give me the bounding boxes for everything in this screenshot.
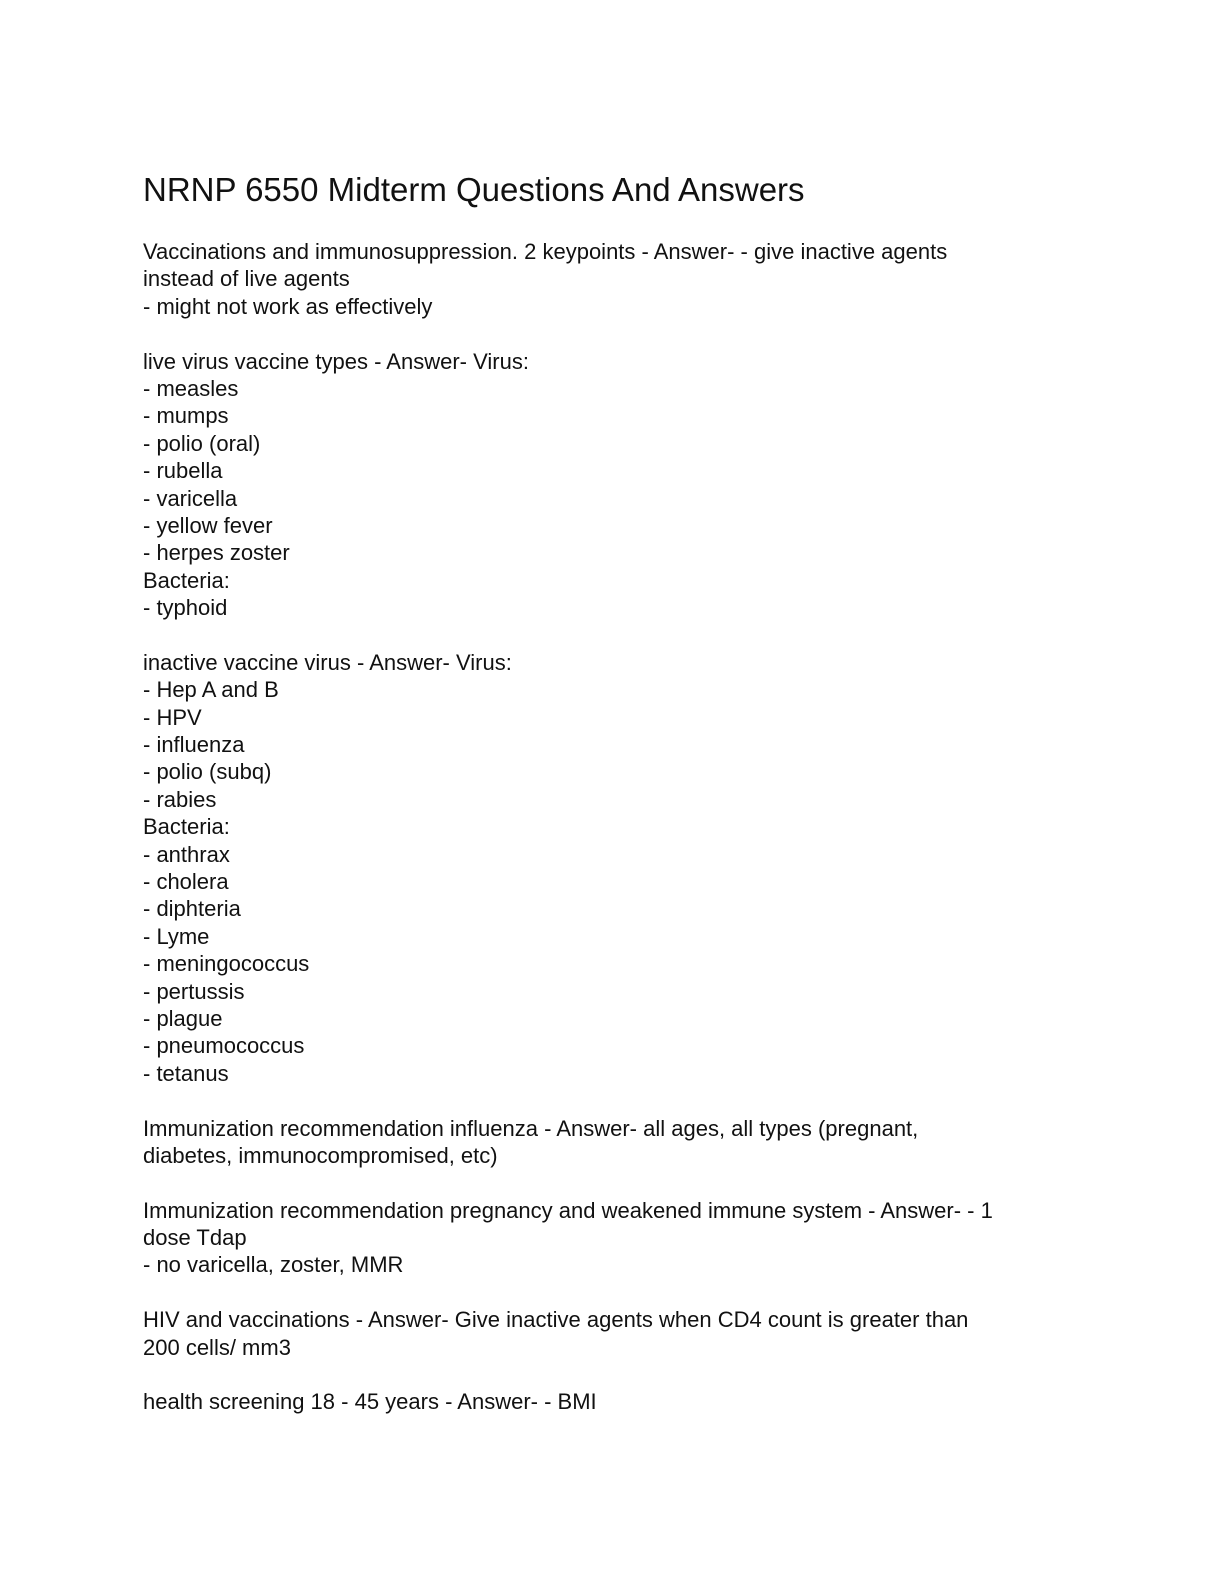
answer-line: - rubella (143, 458, 223, 484)
block-spacer (143, 1087, 1073, 1114)
qa-block (143, 1306, 1073, 1361)
qa-block (143, 1197, 1073, 1279)
answer-line: - anthrax (143, 841, 230, 867)
answer-line: - Hep A and B (143, 677, 279, 703)
question-line: live virus vaccine types - Answer- Virus: (143, 348, 529, 374)
answer-line: - diphteria (143, 896, 241, 922)
question-line: inactive vaccine virus - Answer- Virus: (143, 649, 512, 675)
question-line: HIV and vaccinations - Answer- Give inactive agents when CD4 count is greater than (143, 1307, 969, 1333)
answer-line: - influenza (143, 732, 245, 758)
answer-line: dose Tdap (143, 1225, 247, 1251)
block-spacer (143, 320, 1073, 347)
answer-line: - polio (subq) (143, 759, 272, 785)
answer-line: Bacteria: (143, 567, 230, 593)
answer-line: - pertussis (143, 978, 245, 1004)
answer-line: 200 cells/ mm3 (143, 1334, 291, 1360)
question-line: health screening 18 - 45 years - Answer- - BMI (143, 1389, 597, 1415)
answer-line: instead of live agents (143, 266, 350, 292)
block-spacer (143, 1361, 1073, 1388)
answer-line: - herpes zoster (143, 540, 290, 566)
answer-line: - mumps (143, 403, 229, 429)
answer-line: - measles (143, 375, 239, 401)
answer-line: - polio (oral) (143, 430, 261, 456)
qa-block (143, 1388, 1073, 1415)
answer-line: - rabies (143, 786, 217, 812)
document-body (143, 238, 1073, 1416)
answer-line: - no varicella, zoster, MMR (143, 1252, 404, 1278)
qa-block (143, 1115, 1073, 1170)
question-line: Immunization recommendation influenza - Answer- all ages, all types (pregnant, (143, 1115, 919, 1141)
answer-line: - Lyme (143, 923, 210, 949)
question-line: Immunization recommendation pregnancy and weakened immune system - Answer- - 1 (143, 1197, 993, 1223)
qa-block (143, 238, 1073, 320)
answer-line: - might not work as effectively (143, 293, 433, 319)
answer-line: - HPV (143, 704, 202, 730)
qa-block (143, 649, 1073, 1087)
answer-line: Bacteria: (143, 814, 230, 840)
answer-line: - varicella (143, 485, 238, 511)
answer-line: - cholera (143, 868, 229, 894)
answer-line: - tetanus (143, 1060, 229, 1086)
page-title: NRNP 6550 Midterm Questions And Answers (143, 171, 805, 208)
answer-line: - typhoid (143, 595, 228, 621)
qa-block (143, 348, 1073, 622)
answer-line: - meningococcus (143, 951, 310, 977)
answer-line: diabetes, immunocompromised, etc) (143, 1142, 498, 1168)
block-spacer (143, 1169, 1073, 1196)
block-spacer (143, 1279, 1073, 1306)
answer-line: - pneumococcus (143, 1033, 305, 1059)
block-spacer (143, 621, 1073, 648)
question-line: Vaccinations and immunosuppression. 2 keypoints - Answer- - give inactive agents (143, 239, 948, 264)
answer-line: - plague (143, 1005, 223, 1031)
answer-line: - yellow fever (143, 512, 273, 538)
